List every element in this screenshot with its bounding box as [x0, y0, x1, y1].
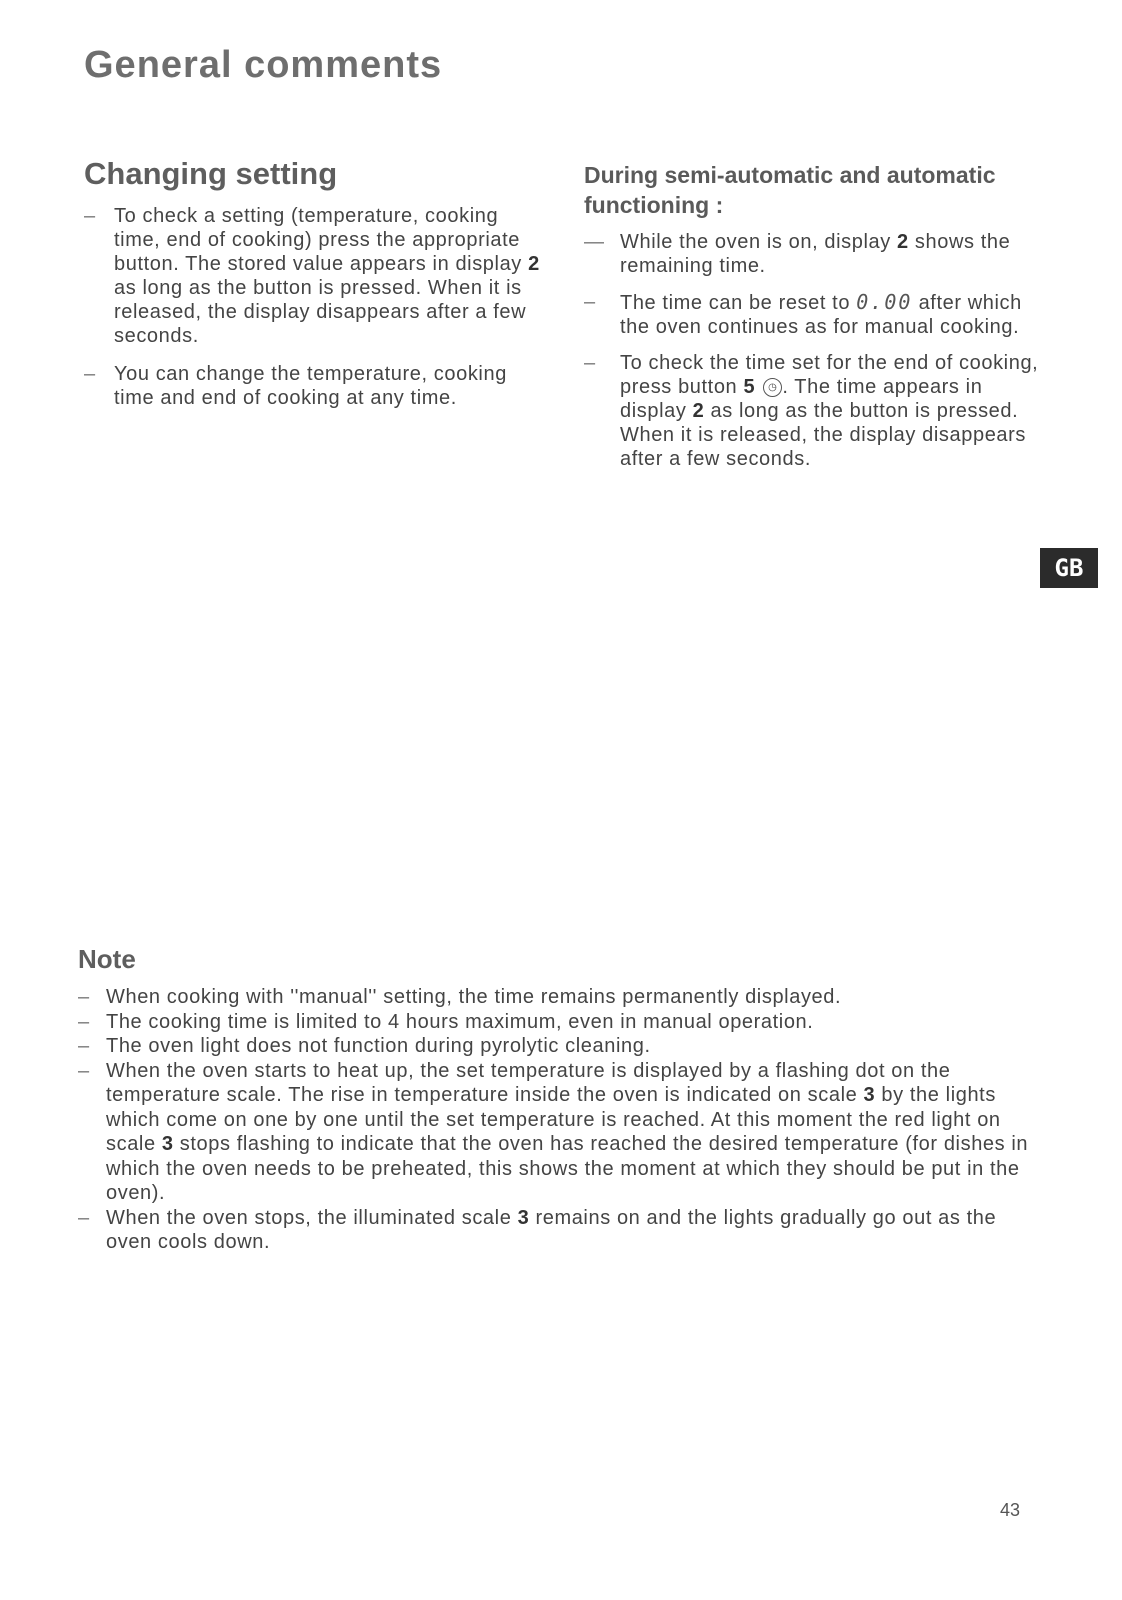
dash-marker: –	[584, 291, 596, 313]
display-number: 2	[528, 253, 540, 275]
dash-marker: –	[78, 1035, 90, 1057]
note-section	[78, 944, 1048, 1255]
list-item: – When the oven stops, the illuminated scale 3 remains on and the lights gradually go out as the oven cools down.	[78, 1206, 997, 1253]
semi-automatic-list	[584, 230, 1054, 471]
semi-automatic-section	[584, 160, 1054, 483]
note-heading: Note	[78, 944, 136, 974]
list-item: — While the oven is on, display 2 shows the remaining time.	[584, 231, 1011, 277]
changing-setting-heading: Changing setting	[84, 156, 338, 191]
list-item: – To check the time set for the end of cooking, press button 5 ◷ . The time appears in display 2 as long as the button is pressed. When it is released, the display disappears after a few seconds.	[584, 352, 1039, 470]
scale-number: 3	[161, 1133, 174, 1155]
language-badge: GB	[1040, 548, 1098, 588]
list-item: – The time can be reset to 0.00 after which the oven continues as for manual cooking.	[584, 290, 1022, 338]
dash-marker: –	[78, 1206, 90, 1229]
dash-marker: –	[584, 352, 596, 374]
display-number: 2	[692, 400, 705, 422]
scale-number: 3	[863, 1084, 876, 1106]
dash-marker: –	[78, 986, 90, 1008]
dash-marker: –	[84, 363, 96, 385]
list-item: – When cooking with ''manual'' setting, the time remains permanently displayed.	[78, 986, 842, 1008]
list-item: – The cooking time is limited to 4 hours maximum, even in manual operation.	[78, 1010, 814, 1033]
dash-marker: –	[78, 1010, 90, 1033]
list-item: – You can change the temperature, cooking time and end of cooking at any time.	[84, 363, 507, 409]
note-list	[78, 985, 1048, 1255]
changing-setting-section	[84, 156, 544, 424]
page-title: General comments	[84, 44, 443, 86]
changing-setting-list	[84, 204, 544, 410]
list-item: – The oven light does not function during pyrolytic cleaning.	[78, 1035, 651, 1057]
page-number: 43	[1000, 1500, 1021, 1520]
list-item: – When the oven starts to heat up, the set temperature is displayed by a flashing dot on the temperature scale. The rise in temperature inside the oven is indicated on scale 3 by the lights which come on one by one until the set temperature is reached. At this moment the red light on scale 3 stops flashing to indicate that the oven has reached the desired temperature (for dishes in which the oven needs to be preheated, this shows the moment at which they should be put in the oven).	[78, 1059, 1029, 1204]
dash-marker: —	[584, 231, 605, 253]
lcd-zero-display: 0.00	[856, 290, 913, 314]
dash-marker: –	[78, 1059, 90, 1082]
semi-automatic-heading: During semi-automatic and automatic functioning :	[584, 162, 996, 218]
button-number: 5	[743, 376, 756, 398]
display-number: 2	[897, 231, 909, 253]
scale-number: 3	[517, 1206, 530, 1229]
clock-icon: ◷	[763, 378, 782, 397]
list-item: – To check a setting (temperature, cooking time, end of cooking) press the appropriate button. The stored value appears in display 2 as long as the button is pressed. When it is released, the display disappears after a few seconds.	[84, 205, 540, 347]
dash-marker: –	[84, 205, 96, 227]
